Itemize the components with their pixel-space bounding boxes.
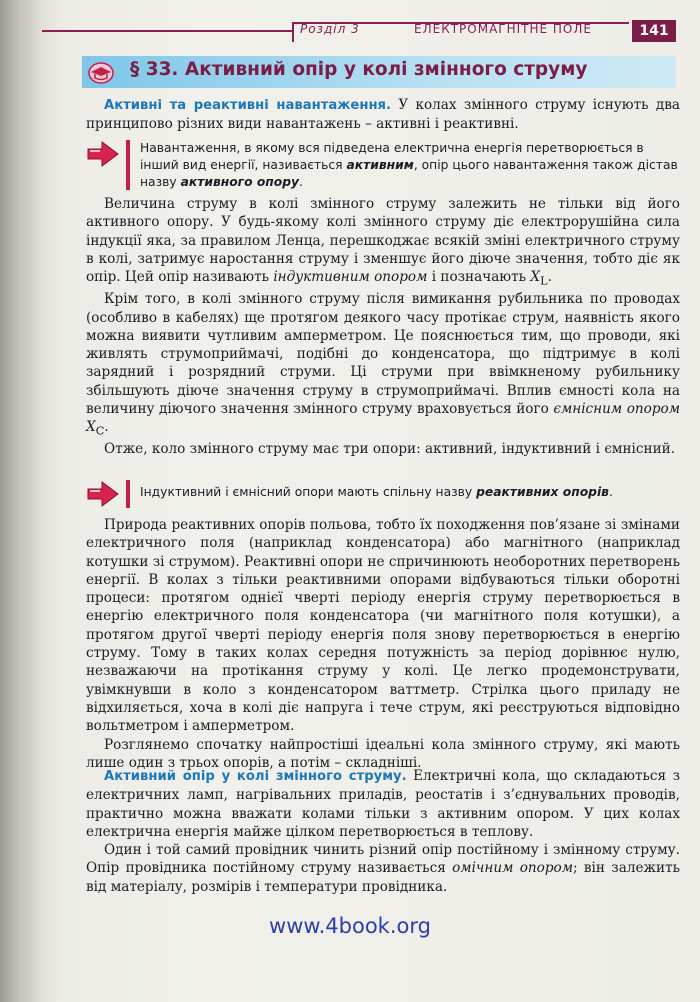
definition-arrow-icon: [86, 140, 120, 168]
header-rule: [42, 30, 292, 32]
def2-after: .: [608, 485, 613, 499]
page-title: § 33. Активний опір у колі змінного струму: [130, 59, 588, 80]
paragraph-capacitive: [86, 290, 680, 440]
watermark-link[interactable]: www.4book.org: [269, 914, 431, 938]
para2-end: .: [104, 419, 109, 436]
paragraph-reactive-nature: Природа реактивних опорів польова, тобто їх походження пов’язане зі змінами електричного поля (наприклад конденсатора) або магнітного (наприклад котушки зі струмом). Реактивні опори не спричинюють необоротних перетворень енергії. В колах з тільки реактивними опорами відбуваються тільки оборотні процеси: протягом однієї чверті періоду енергія струму перетворюється в енергію електричного поля конденсатора (чи магнітного поля котушки), а протягом другої чверті періоду енергія поля знову перетворюється в енергію струму. Тому в таких колах середня потужність за період дорівнює нулю, незважаючи на протікання струму у колі. Це легко продемонструвати, увімкнувши в коло з конденсатором ваттметр. Стрілка цього приладу не відхиляється, хоча в колі діє напруга і тече струм, які реєструються відповідно вольтметром і амперметром.: [86, 517, 680, 735]
para1-text: Величина струму в колі змінного струму залежить не тільки від його активного опору. У будь-якому колі змінного струму діє електрорушійна сила індукції яка, за правилом Ленца, перешкоджає всякій зміні електричного струму в колі, затримує наростання струму і зменшує його діюче значення, тобто діє як опір. Цей опір називають: [86, 196, 680, 286]
symbol-xc: X: [86, 419, 96, 436]
def1-term-active-resistance: активного опору: [180, 175, 300, 189]
block2-text: Електричні кола, що складаються з електричних ламп, нагрівальних приладів, реостатів і з’єднувальних проводів, практично можна вважати колами тільки з активним опором. У цих колах електрична енергія майже цілком перетворюється в теплову.: [86, 768, 680, 840]
paragraph-ohmic: [86, 841, 680, 896]
term-inductive-resistance: індуктивним опором: [273, 269, 428, 286]
def2-term-reactive: реактивних опорів: [476, 485, 609, 499]
symbol-xc-sub: C: [95, 424, 105, 438]
para1-end: .: [547, 269, 552, 286]
definition-bar: [126, 140, 130, 190]
paragraph-active-circuit: [86, 767, 680, 841]
definition-bar: [126, 480, 130, 508]
term-capacitive-resistance: ємнісним опором: [553, 400, 680, 417]
intro-text: У колах змінного струму існують два принципово різних види навантажень – активні і реактивні.: [86, 97, 680, 133]
def1-middle: , опір цього навантаження також дістав назву: [140, 158, 678, 189]
paragraph-inductive: [86, 195, 680, 290]
paragraph-consider: Розглянемо спочатку найпростіші ідеальні кола змінного струму, які мають лише один з трьох опорів, а потім – складніші.: [86, 736, 680, 771]
main-text-3: [86, 767, 680, 896]
definition-arrow-icon: [86, 480, 120, 508]
para2-text: Крім того, в колі змінного струму після вимикання рубильника по проводах (особливо в кабелях) ще протягом деякого часу протікає струм, наявність якого можна виявити чутливим амперметром. Це пояснюється тим, що проводи, які живлять струмоприймачі, подібні до конденсатора, що підтримує в колі зарядний і розрядний струми. Ці струми при ввімкненому рубильнику збільшують діюче значення струму в струмоприймачі. Вплив ємності кола на величину діючого значення змінного струму враховується його: [86, 291, 680, 417]
symbol-xl: X: [530, 269, 541, 286]
definition-active: [86, 140, 680, 192]
section-label: Розділ 3: [300, 22, 360, 36]
term-ohmic-resistance: омічним опором: [452, 860, 573, 877]
symbol-xl-sub: L: [540, 273, 548, 288]
definition-reactive-text: [140, 484, 680, 501]
definition-reactive: [86, 480, 680, 508]
para6-text: Один і той самий провідник чинить різний опір постійному і змінному струму. Опір провідника постійному струму називається: [86, 842, 680, 877]
subheading-active-resistance: Активний опір у колі змінного струму.: [104, 769, 407, 784]
para1-tail: і позначають: [431, 269, 527, 286]
main-text-2: [86, 516, 680, 772]
def1-after: .: [299, 175, 303, 189]
page-number: 141: [632, 20, 676, 42]
def1-term-active: активним: [346, 158, 414, 172]
subheading-loads: Активні та реактивні навантаження.: [104, 98, 392, 113]
graduation-cap-icon: [88, 60, 114, 84]
intro-block: [86, 96, 680, 134]
para6-tail: ; він залежить від матеріалу, розмірів і температури провідника.: [86, 860, 680, 895]
def2-before: Індуктивний і ємнісний опори мають спільну назву: [140, 485, 473, 499]
definition-active-text: [140, 140, 680, 191]
page-binding-shadow: [0, 0, 40, 1002]
chapter-label: ЕЛЕКТРОМАГНІТНЕ ПОЛЕ: [414, 22, 592, 36]
paragraph-three-resistances: Отже, коло змінного струму має три опори: активний, індуктивний і ємнісний.: [104, 441, 676, 458]
def1-before: Навантаження, в якому вся підведена електрична енергія перетворюється в інший вид енергії, називається: [140, 141, 644, 172]
main-text-1: [86, 195, 680, 459]
